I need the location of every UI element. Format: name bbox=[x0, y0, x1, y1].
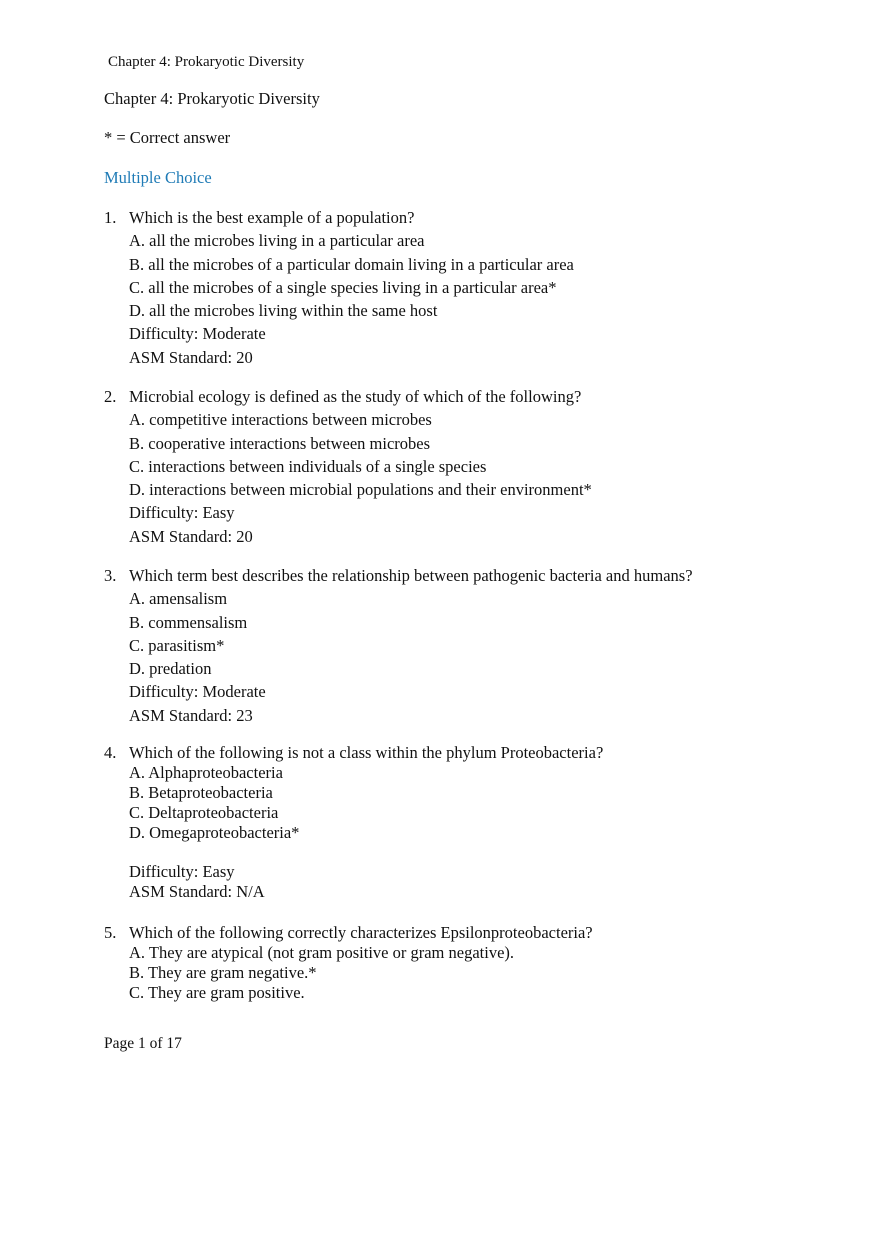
option-c: C. interactions between individuals of a single species bbox=[129, 456, 487, 476]
question-text: Which is the best example of a population? bbox=[129, 208, 415, 227]
option-b: B. Betaproteobacteria bbox=[129, 783, 273, 802]
question-text: Which of the following is not a class within the phylum Proteobacteria? bbox=[129, 743, 604, 762]
option-a: A. all the microbes living in a particular area bbox=[129, 231, 425, 251]
asm-standard: ASM Standard: 20 bbox=[129, 526, 253, 546]
option-a: A. amensalism bbox=[129, 589, 228, 609]
option-c: C. They are gram positive. bbox=[129, 983, 305, 1002]
asm-standard: ASM Standard: N/A bbox=[129, 882, 265, 901]
option-d: D. predation bbox=[129, 659, 212, 679]
running-header: Chapter 4: Prokaryotic Diversity bbox=[108, 54, 305, 70]
question-number: 5. bbox=[104, 923, 117, 942]
question-number: 3. bbox=[104, 566, 117, 585]
option-b: B. cooperative interactions between microbes bbox=[129, 433, 431, 453]
page-number: Page 1 of 17 bbox=[104, 1035, 182, 1052]
difficulty: Difficulty: Easy bbox=[129, 862, 235, 881]
option-a: A. competitive interactions between microbes bbox=[129, 410, 432, 430]
option-b: B. They are gram negative.* bbox=[129, 963, 317, 982]
asm-standard: ASM Standard: 23 bbox=[129, 705, 253, 725]
option-a: A. Alphaproteobacteria bbox=[129, 763, 283, 782]
option-d: D. Omegaproteobacteria* bbox=[129, 823, 300, 842]
question-text: Which term best describes the relationship between pathogenic bacteria and humans? bbox=[129, 566, 693, 585]
option-d: D. interactions between microbial populations and their environment* bbox=[129, 480, 592, 500]
option-a: A. They are atypical (not gram positive or gram negative). bbox=[129, 943, 515, 962]
section-heading: Multiple Choice bbox=[104, 168, 212, 187]
question-number: 2. bbox=[104, 387, 117, 406]
option-c: C. parasitism* bbox=[129, 635, 225, 655]
question-text: Which of the following correctly characterizes Epsilonproteobacteria? bbox=[129, 923, 593, 942]
document-title: Chapter 4: Prokaryotic Diversity bbox=[104, 89, 320, 108]
option-b: B. all the microbes of a particular domain living in a particular area bbox=[129, 254, 574, 274]
option-c: C. Deltaproteobacteria bbox=[129, 803, 279, 822]
difficulty: Difficulty: Easy bbox=[129, 503, 235, 523]
asm-standard: ASM Standard: 20 bbox=[129, 347, 253, 367]
option-c: C. all the microbes of a single species living in a particular area* bbox=[129, 277, 557, 297]
answer-key-note: * = Correct answer bbox=[104, 128, 231, 147]
spacer bbox=[129, 843, 603, 862]
difficulty: Difficulty: Moderate bbox=[129, 682, 266, 702]
question-text: Microbial ecology is defined as the study of which of the following? bbox=[129, 387, 582, 406]
question-number: 1. bbox=[104, 208, 117, 227]
question-number: 4. bbox=[104, 743, 117, 762]
option-b: B. commensalism bbox=[129, 612, 248, 632]
option-d: D. all the microbes living within the same host bbox=[129, 301, 438, 321]
difficulty: Difficulty: Moderate bbox=[129, 324, 266, 344]
